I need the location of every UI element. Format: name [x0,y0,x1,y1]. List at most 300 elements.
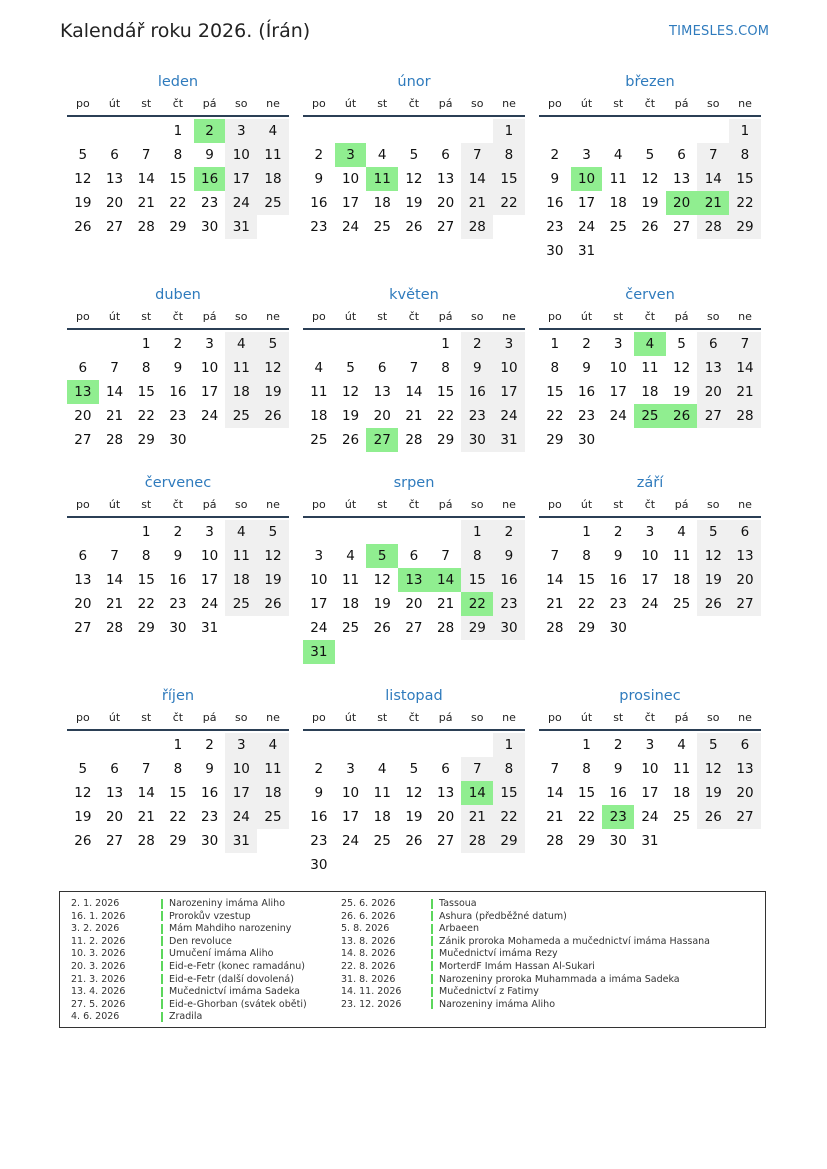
day-cell: 25 [310,432,328,448]
weekday-header [67,707,289,731]
holiday-day: 23 [602,805,634,829]
day-cell: 4 [225,520,257,544]
day-cell: 23 [609,596,627,612]
empty-cell [666,119,698,143]
month-říjen [67,685,289,853]
day-cell: 1 [493,119,525,143]
day-cell: 7 [461,143,493,167]
month-prosinec [539,685,761,853]
day-cell: 9 [493,544,525,568]
day-cell: 18 [225,568,257,592]
day-cell: 18 [225,380,257,404]
day-cell: 5 [645,147,655,163]
day-cell: 18 [673,785,691,801]
day-cell: 20 [373,408,391,424]
weekday-header [539,707,761,731]
weekday-label: čt [172,498,184,511]
day-cell: 4 [225,332,257,356]
weekday-label: so [707,711,720,724]
day-cell: 29 [169,219,187,235]
holiday-marker-icon [161,961,163,971]
day-cell: 30 [546,243,564,259]
month-červenec [67,472,289,640]
day-cell: 1 [550,336,560,352]
day-cell: 29 [493,829,525,853]
day-cell: 20 [405,596,423,612]
day-cell: 4 [677,737,686,753]
day-cell: 10 [641,761,659,777]
day-cell: 31 [201,620,219,636]
day-cell: 29 [577,620,596,636]
legend-date: 4. 6. 2026 [71,1011,120,1023]
day-cell: 21 [546,809,564,825]
holiday-marker-icon [431,911,433,921]
day-cell: 9 [582,360,591,376]
day-cell: 21 [729,380,761,404]
month-listopad [303,685,525,877]
weekday-label: st [377,711,388,724]
day-grid [539,520,761,640]
day-cell: 19 [257,568,289,592]
empty-cell [430,520,462,544]
legend-holiday-name: Narozeniny imáma Aliho [439,998,556,1010]
empty-cell [130,119,162,143]
weekday-label: ne [738,711,752,724]
day-cell: 24 [225,191,257,215]
month-name: červen [625,287,675,303]
empty-cell [539,520,571,544]
month-name: červenec [144,475,212,491]
empty-cell [398,119,430,143]
day-cell: 29 [437,432,455,448]
day-cell: 1 [141,336,151,352]
legend-row [341,911,710,924]
legend-date: 27. 5. 2026 [71,998,126,1010]
day-cell: 6 [377,360,387,376]
holiday-day: 13 [398,568,430,592]
legend-date: 11. 2. 2026 [71,935,126,947]
day-cell: 1 [173,737,183,753]
legend-holiday-name: Zánik proroka Mohameda a mučednictví imáma Hassana [439,935,711,947]
weekday-label: pá [202,711,217,724]
weekday-label: čt [172,310,184,323]
legend-column-left [71,898,307,1024]
day-cell: 19 [341,408,360,424]
day-cell: 27 [437,833,455,849]
day-cell: 11 [641,360,659,376]
weekday-label: po [75,498,90,511]
day-cell: 10 [201,360,219,376]
holiday-marker-icon [431,961,433,971]
day-cell: 16 [310,195,328,211]
day-cell: 25 [225,592,257,616]
legend-date: 13. 8. 2026 [341,935,396,947]
day-cell: 5 [257,520,289,544]
weekday-label: čt [408,711,420,724]
day-cell: 28 [137,219,155,235]
empty-cell [634,119,666,143]
holiday-day: 4 [634,332,666,356]
weekday-label: ne [502,711,516,724]
day-cell: 12 [641,171,659,187]
weekday-label: čt [644,498,656,511]
day-cell: 13 [105,171,124,187]
day-cell: 12 [74,171,92,187]
day-cell: 17 [225,167,257,191]
day-cell: 18 [373,195,391,211]
day-cell: 27 [105,833,124,849]
day-cell: 12 [74,785,92,801]
day-cell: 4 [677,524,686,540]
day-cell: 29 [137,620,155,636]
day-cell: 26 [697,592,729,616]
day-cell: 15 [493,167,525,191]
empty-cell [67,520,99,544]
holiday-day: 2 [194,119,226,143]
day-cell: 11 [310,384,328,400]
day-cell: 3 [645,524,655,540]
day-cell: 9 [205,147,214,163]
empty-cell [303,520,335,544]
weekday-label: po [547,711,562,724]
month-červen [539,284,761,452]
day-cell: 22 [169,195,187,211]
day-cell: 4 [346,548,355,564]
day-cell: 27 [437,219,455,235]
legend-row [341,974,710,987]
holiday-marker-icon [431,999,433,1009]
day-cell: 8 [141,360,151,376]
day-cell: 20 [729,568,761,592]
day-cell: 26 [341,432,360,448]
day-cell: 27 [74,620,92,636]
legend-date: 21. 3. 2026 [71,973,126,985]
day-cell: 27 [405,620,423,636]
page-title: Kalendář roku 2026. (Írán) [60,20,311,42]
holiday-legend [59,891,766,1028]
weekday-header [303,707,525,731]
day-cell: 22 [137,408,155,424]
empty-cell [366,733,398,757]
holiday-day: 27 [366,428,398,452]
empty-cell [697,119,729,143]
day-cell: 3 [582,147,591,163]
holiday-day: 14 [461,781,493,805]
holiday-marker-icon [161,949,163,959]
day-cell: 9 [173,548,183,564]
day-cell: 12 [257,544,289,568]
day-cell: 4 [257,733,289,757]
day-cell: 12 [405,171,423,187]
day-cell: 14 [105,572,124,588]
day-cell: 5 [78,761,88,777]
empty-cell [366,119,398,143]
legend-holiday-name: Arbaeen [439,923,479,935]
weekday-header [539,494,761,518]
legend-holiday-name: Zradila [169,1011,203,1023]
day-cell: 8 [173,147,183,163]
day-cell: 10 [341,171,360,187]
weekday-label: út [108,498,121,511]
day-cell: 13 [105,785,124,801]
day-cell: 19 [74,809,92,825]
day-cell: 1 [141,524,151,540]
legend-holiday-name: Narozeniny imáma Aliho [169,898,286,909]
holiday-day: 11 [366,167,398,191]
day-cell: 25 [341,620,360,636]
day-cell: 14 [137,785,155,801]
day-cell: 23 [310,219,328,235]
day-cell: 20 [697,380,729,404]
weekday-label: út [344,97,357,110]
weekday-label: út [580,498,593,511]
empty-cell [303,332,335,356]
day-cell: 14 [546,572,564,588]
day-cell: 2 [461,332,493,356]
site-link[interactable]: TIMESLES.COM [669,24,770,39]
day-cell: 2 [314,147,324,163]
weekday-label: pá [202,310,217,323]
day-cell: 28 [461,829,493,853]
holiday-day: 3 [335,143,367,167]
weekday-header [67,306,289,330]
day-cell: 20 [729,781,761,805]
day-cell: 28 [546,620,564,636]
day-cell: 15 [137,572,155,588]
legend-row [71,1011,307,1024]
legend-date: 26. 6. 2026 [341,910,396,922]
empty-cell [303,119,335,143]
legend-holiday-name: Narozeniny proroka Muhammada a imáma Sadeka [439,973,680,985]
day-cell: 9 [205,761,214,777]
day-cell: 24 [341,833,360,849]
holiday-marker-icon [161,924,163,934]
legend-row [71,986,307,999]
day-cell: 3 [314,548,324,564]
legend-holiday-name: Mučednictví imáma Rezy [439,948,558,960]
day-cell: 27 [673,219,691,235]
day-cell: 16 [461,380,493,404]
day-cell: 11 [225,544,257,568]
day-cell: 30 [169,620,187,636]
day-cell: 1 [582,737,591,753]
day-cell: 26 [257,404,289,428]
day-cell: 11 [373,785,391,801]
weekday-header [539,306,761,330]
day-cell: 17 [201,572,219,588]
day-cell: 12 [405,785,423,801]
day-cell: 26 [405,219,423,235]
legend-row [71,923,307,936]
weekday-label: po [75,711,90,724]
holiday-marker-icon [161,936,163,946]
day-cell: 19 [74,195,92,211]
day-cell: 28 [729,404,761,428]
day-cell: 20 [105,195,124,211]
day-cell: 14 [137,171,155,187]
day-cell: 15 [577,785,596,801]
weekday-label: st [377,498,388,511]
month-name: září [636,475,664,491]
empty-cell [99,119,131,143]
day-cell: 22 [169,809,187,825]
legend-holiday-name: MorterdF Imám Hassan Al-Sukari [439,960,595,972]
day-cell: 23 [169,596,187,612]
legend-row [71,999,307,1012]
empty-cell [99,520,131,544]
day-cell: 2 [582,336,591,352]
day-cell: 23 [493,592,525,616]
day-cell: 19 [697,781,729,805]
weekday-label: pá [674,310,689,323]
empty-cell [430,733,462,757]
legend-column-right [341,898,710,1011]
weekday-label: ne [502,498,516,511]
day-cell: 29 [577,833,596,849]
day-cell: 9 [613,548,623,564]
day-cell: 25 [225,404,257,428]
day-cell: 2 [173,524,183,540]
day-cell: 6 [110,761,119,777]
day-cell: 22 [577,809,596,825]
day-cell: 27 [729,592,761,616]
day-cell: 29 [461,616,493,640]
legend-row [71,948,307,961]
weekday-label: so [235,711,248,724]
weekday-label: čt [644,711,656,724]
weekday-label: so [707,97,720,110]
legend-date: 31. 8. 2026 [341,973,396,985]
month-name: říjen [161,688,195,704]
day-cell: 25 [673,596,691,612]
holiday-marker-icon [431,987,433,997]
day-cell: 30 [609,833,627,849]
day-cell: 3 [493,332,525,356]
day-cell: 25 [373,833,391,849]
day-cell: 15 [169,785,187,801]
day-cell: 31 [225,829,257,853]
legend-row [341,999,710,1012]
weekday-header [303,494,525,518]
weekday-label: čt [408,97,420,110]
legend-date: 16. 1. 2026 [71,910,126,922]
weekday-label: čt [172,97,184,110]
day-cell: 21 [437,596,455,612]
weekday-label: út [108,711,121,724]
day-cell: 14 [697,167,729,191]
holiday-marker-icon [431,936,433,946]
day-cell: 24 [577,219,596,235]
weekday-label: st [613,711,624,724]
holiday-day: 13 [67,380,99,404]
holiday-day: 21 [697,191,729,215]
day-cell: 6 [78,548,88,564]
weekday-label: út [580,97,593,110]
day-cell: 16 [201,785,219,801]
day-cell: 8 [173,761,183,777]
legend-date: 23. 12. 2026 [341,998,402,1010]
weekday-label: pá [202,498,217,511]
weekday-label: po [547,310,562,323]
empty-cell [335,332,367,356]
month-name: listopad [385,688,443,704]
day-cell: 5 [346,360,355,376]
day-cell: 25 [257,805,289,829]
empty-cell [335,733,367,757]
day-cell: 21 [461,191,493,215]
weekday-header [67,93,289,117]
day-cell: 21 [137,195,155,211]
day-cell: 16 [546,195,564,211]
day-cell: 17 [577,195,596,211]
day-cell: 18 [341,596,360,612]
weekday-label: so [235,97,248,110]
empty-cell [398,520,430,544]
day-cell: 7 [461,757,493,781]
day-grid [303,733,525,877]
weekday-label: st [613,310,624,323]
day-cell: 9 [314,171,324,187]
legend-date: 22. 8. 2026 [341,960,396,972]
empty-cell [130,733,162,757]
day-cell: 16 [310,809,328,825]
day-cell: 22 [493,805,525,829]
weekday-label: st [141,97,152,110]
day-cell: 23 [546,219,564,235]
legend-row [341,986,710,999]
day-cell: 20 [437,809,455,825]
day-cell: 3 [225,733,257,757]
empty-cell [461,119,493,143]
legend-row [71,974,307,987]
day-cell: 23 [169,408,187,424]
day-cell: 2 [613,524,623,540]
day-cell: 24 [310,620,328,636]
day-cell: 12 [673,360,691,376]
empty-cell [67,733,99,757]
day-cell: 7 [110,360,119,376]
day-cell: 12 [257,356,289,380]
weekday-label: so [235,498,248,511]
weekday-label: čt [172,711,184,724]
weekday-label: po [75,97,90,110]
weekday-label: čt [644,97,656,110]
day-cell: 23 [577,408,596,424]
day-cell: 11 [673,548,691,564]
day-cell: 12 [341,384,360,400]
day-cell: 16 [169,572,187,588]
day-cell: 10 [641,548,659,564]
day-cell: 16 [577,384,596,400]
day-cell: 23 [461,404,493,428]
day-cell: 1 [441,336,450,352]
legend-row [71,898,307,911]
day-cell: 16 [609,572,627,588]
weekday-header [303,306,525,330]
weekday-label: so [707,310,720,323]
day-cell: 5 [697,733,729,757]
month-name: duben [155,287,201,303]
month-duben [67,284,289,452]
day-cell: 22 [493,191,525,215]
holiday-marker-icon [431,899,433,909]
day-cell: 25 [673,809,691,825]
day-cell: 22 [577,596,596,612]
legend-date: 2. 1. 2026 [71,898,120,909]
day-cell: 26 [697,805,729,829]
day-cell: 6 [78,360,88,376]
holiday-marker-icon [161,911,163,921]
